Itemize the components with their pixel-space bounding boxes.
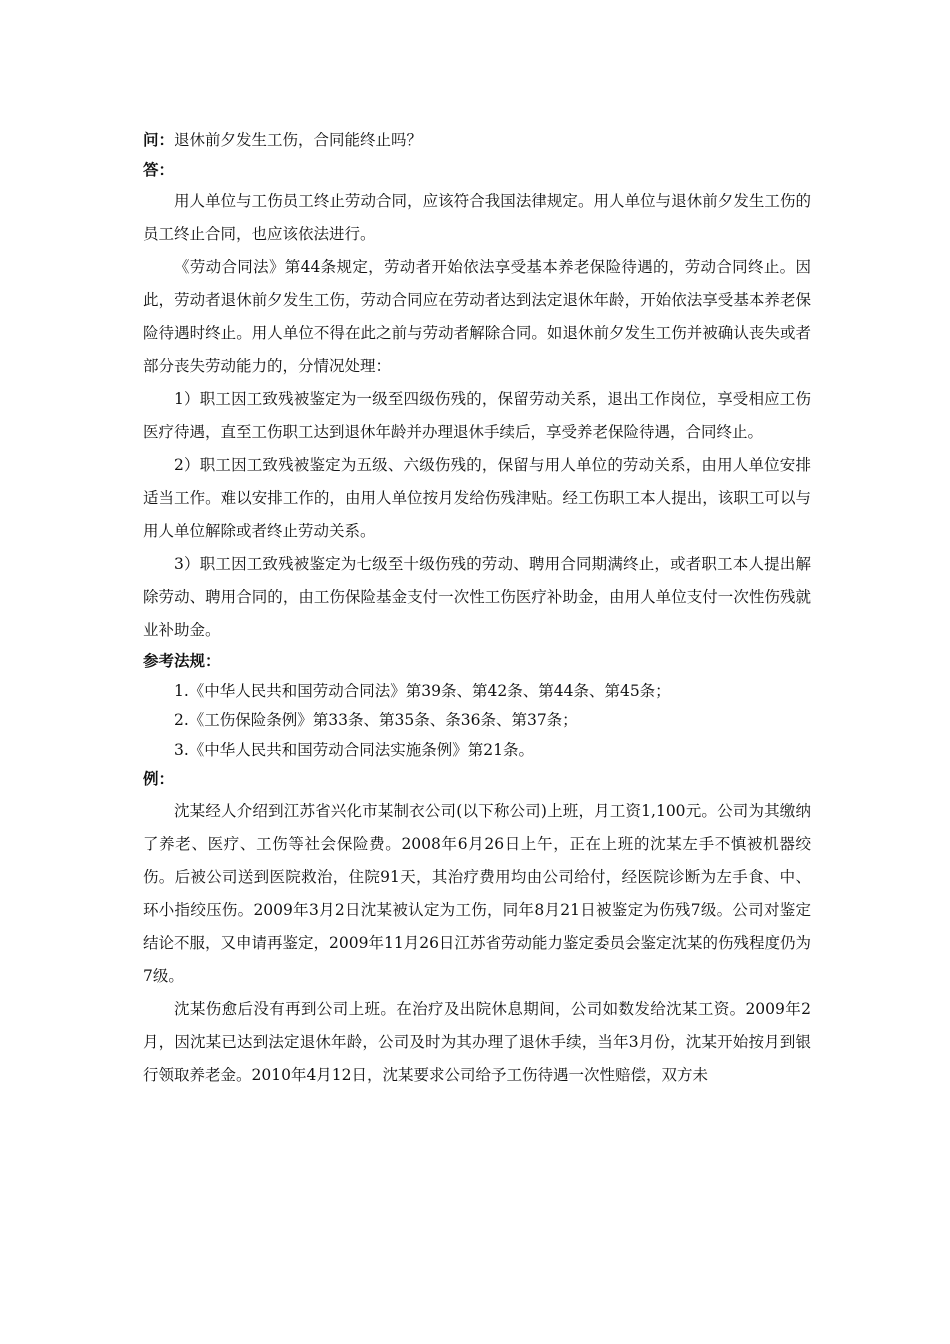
references-label: 参考法规： bbox=[143, 652, 221, 670]
answer-paragraph: 用人单位与工伤员工终止劳动合同，应该符合我国法律规定。用人单位与退休前夕发生工伤的员工终止合同，也应该依法进行。 bbox=[143, 192, 811, 243]
document-body bbox=[143, 126, 811, 1092]
reference-item: 3.《中华人民共和国劳动合同法实施条例》第21条。 bbox=[174, 740, 535, 759]
answer-paragraph: 3）职工因工致残被鉴定为七级至十级伤残的劳动、聘用合同期满终止，或者职工本人提出解除劳动、聘用合同的，由工伤保险基金支付一次性工伤医疗补助金，由用人单位支付一次性伤残就业补助金。 bbox=[143, 555, 811, 639]
reference-item: 1.《中华人民共和国劳动合同法》第39条、第42条、第44条、第45条； bbox=[174, 681, 671, 700]
answer-label: 答： bbox=[143, 160, 175, 179]
reference-item: 2.《工伤保险条例》第33条、第35条、条36条、第37条； bbox=[174, 711, 578, 729]
question-line bbox=[143, 126, 811, 156]
example-label: 例： bbox=[143, 770, 175, 788]
example-paragraph: 沈某经人介绍到江苏省兴化市某制衣公司(以下称公司)上班，月工资1,100元。公司为其缴纳了养老、医疗、工伤等社会保险费。2008年6月26日上午，正在上班的沈某左手不慎被机器绞伤。后被公司送到医院救治，住院91天，其治疗费用均由公司给付，经医院诊断为左手食、中、环小指绞压伤。2009年3月2日沈某被认定为工伤，同年8月21日被鉴定为伤残7级。公司对鉴定结论不服，又申请再鉴定，2009年11月26日江苏省劳动能力鉴定委员会鉴定沈某的伤残程度仍为7级。 bbox=[143, 801, 811, 985]
answer-paragraph: 1）职工因工致残被鉴定为一级至四级伤残的，保留劳动关系，退出工作岗位，享受相应工伤医疗待遇，直至工伤职工达到退休年龄并办理退休手续后，享受养老保险待遇，合同终止。 bbox=[143, 390, 811, 441]
question-label: 问： bbox=[143, 131, 175, 149]
answer-paragraph: 2）职工因工致残被鉴定为五级、六级伤残的，保留与用人单位的劳动关系，由用人单位安排适当工作。难以安排工作的，由用人单位按月发给伤残津贴。经工伤职工本人提出，该职工可以与用人单位解除或者终止劳动关系。 bbox=[143, 456, 811, 540]
answer-paragraph: 《劳动合同法》第44条规定，劳动者开始依法享受基本养老保险待遇的，劳动合同终止。因此，劳动者退休前夕发生工伤，劳动合同应在劳动者达到法定退休年龄，开始依法享受基本养老保险待遇时终止。用人单位不得在此之前与劳动者解除合同。如退休前夕发生工伤并被确认丧失或者部分丧失劳动能力的，分情况处理： bbox=[143, 258, 811, 375]
example-paragraph: 沈某伤愈后没有再到公司上班。在治疗及出院休息期间，公司如数发给沈某工资。2009年2月，因沈某已达到法定退休年龄，公司及时为其办理了退休手续，当年3月份，沈某开始按月到银行领取养老金。2010年4月12日，沈某要求公司给予工伤待遇一次性赔偿，双方未 bbox=[143, 999, 811, 1084]
question-text: 退休前夕发生工伤，合同能终止吗？ bbox=[174, 131, 423, 149]
